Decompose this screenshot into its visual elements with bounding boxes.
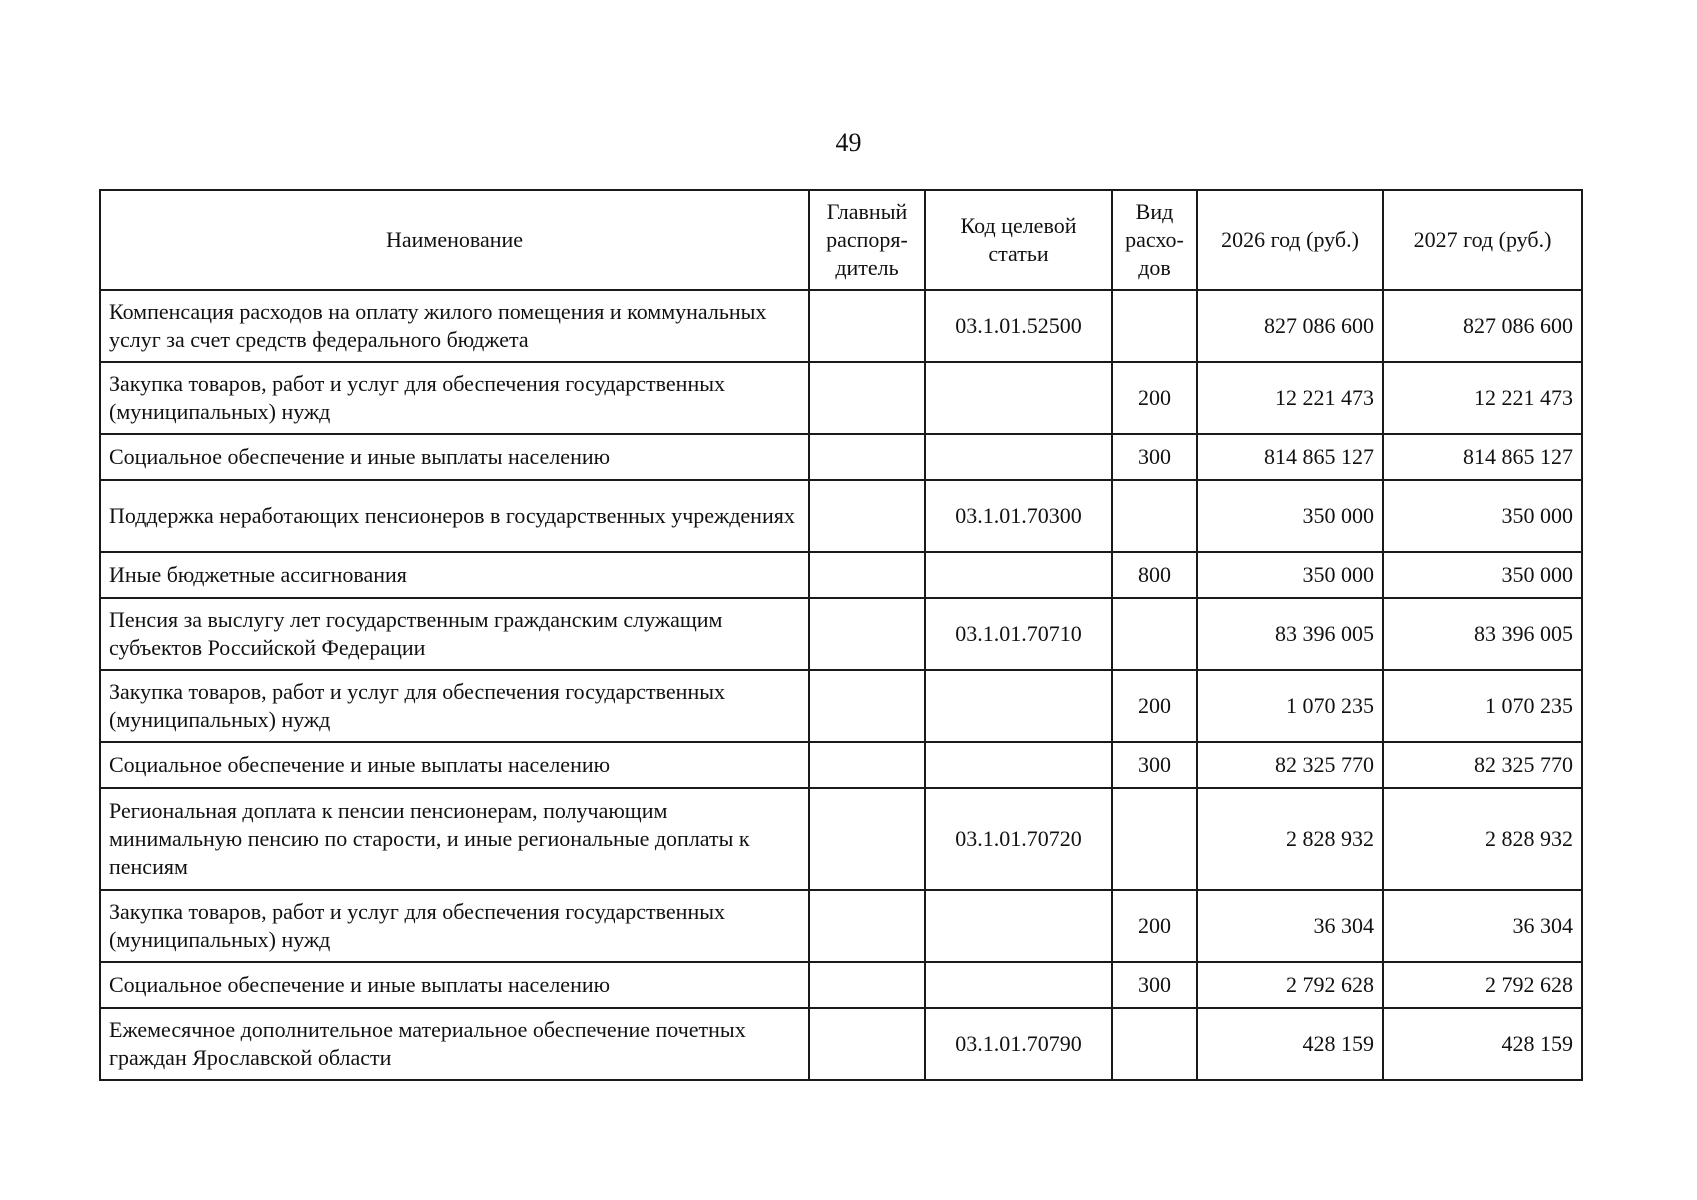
row-manager [809, 552, 925, 598]
row-2026: 827 086 600 [1197, 290, 1383, 362]
row-2027: 428 159 [1383, 1008, 1582, 1080]
table-row [100, 670, 1582, 742]
row-manager [809, 670, 925, 742]
row-code: 03.1.01.70710 [925, 598, 1112, 670]
row-2026: 350 000 [1197, 552, 1383, 598]
row-manager [809, 1008, 925, 1080]
table-row [100, 890, 1582, 962]
row-type: 200 [1112, 890, 1197, 962]
table-row [100, 290, 1582, 362]
row-name: Социальное обеспечение и иные выплаты населению [100, 434, 809, 480]
table-row [100, 552, 1582, 598]
row-type: 800 [1112, 552, 1197, 598]
table-row [100, 434, 1582, 480]
header-name: Наименование [100, 190, 809, 290]
row-2026: 2 828 932 [1197, 788, 1383, 890]
row-code [925, 434, 1112, 480]
row-manager [809, 742, 925, 788]
row-manager [809, 290, 925, 362]
table-header-row [100, 190, 1582, 290]
table-row [100, 962, 1582, 1008]
row-2026: 1 070 235 [1197, 670, 1383, 742]
row-2027: 83 396 005 [1383, 598, 1582, 670]
row-name: Компенсация расходов на оплату жилого помещения и коммунальных услуг за счет средств федерального бюджета [100, 290, 809, 362]
row-2027: 827 086 600 [1383, 290, 1582, 362]
table-row [100, 742, 1582, 788]
budget-table [99, 189, 1583, 1081]
row-2027: 82 325 770 [1383, 742, 1582, 788]
row-code [925, 362, 1112, 434]
row-name: Закупка товаров, работ и услуг для обеспечения государственных (муниципальных) нужд [100, 362, 809, 434]
row-2026: 350 000 [1197, 480, 1383, 552]
row-code [925, 890, 1112, 962]
row-2026: 36 304 [1197, 890, 1383, 962]
row-code [925, 962, 1112, 1008]
row-type [1112, 480, 1197, 552]
row-2026: 12 221 473 [1197, 362, 1383, 434]
row-2026: 428 159 [1197, 1008, 1383, 1080]
row-2026: 83 396 005 [1197, 598, 1383, 670]
row-2027: 1 070 235 [1383, 670, 1582, 742]
row-2027: 350 000 [1383, 552, 1582, 598]
row-type: 200 [1112, 362, 1197, 434]
row-manager [809, 480, 925, 552]
table-row [100, 788, 1582, 890]
row-manager [809, 434, 925, 480]
row-name: Закупка товаров, работ и услуг для обеспечения государственных (муниципальных) нужд [100, 670, 809, 742]
row-name: Закупка товаров, работ и услуг для обеспечения государственных (муниципальных) нужд [100, 890, 809, 962]
row-manager [809, 598, 925, 670]
row-type: 200 [1112, 670, 1197, 742]
table-row [100, 598, 1582, 670]
row-type [1112, 598, 1197, 670]
row-code: 03.1.01.70790 [925, 1008, 1112, 1080]
row-manager [809, 362, 925, 434]
row-name: Ежемесячное дополнительное материальное обеспечение почетных граждан Ярославской области [100, 1008, 809, 1080]
header-manager: Главный распоря-дитель [809, 190, 925, 290]
table-row [100, 362, 1582, 434]
row-2027: 2 828 932 [1383, 788, 1582, 890]
row-name: Поддержка неработающих пенсионеров в государственных учреждениях [100, 480, 809, 552]
row-type [1112, 1008, 1197, 1080]
row-type [1112, 788, 1197, 890]
row-type: 300 [1112, 962, 1197, 1008]
row-code: 03.1.01.70300 [925, 480, 1112, 552]
row-2027: 36 304 [1383, 890, 1582, 962]
row-2027: 814 865 127 [1383, 434, 1582, 480]
row-type: 300 [1112, 742, 1197, 788]
row-name: Социальное обеспечение и иные выплаты населению [100, 742, 809, 788]
row-name: Иные бюджетные ассигнования [100, 552, 809, 598]
row-2027: 2 792 628 [1383, 962, 1582, 1008]
row-2026: 82 325 770 [1197, 742, 1383, 788]
row-manager [809, 788, 925, 890]
row-2027: 350 000 [1383, 480, 1582, 552]
row-code: 03.1.01.52500 [925, 290, 1112, 362]
row-code: 03.1.01.70720 [925, 788, 1112, 890]
row-2027: 12 221 473 [1383, 362, 1582, 434]
table-row [100, 480, 1582, 552]
row-code [925, 670, 1112, 742]
row-2026: 814 865 127 [1197, 434, 1383, 480]
row-name: Региональная доплата к пенсии пенсионерам, получающим минимальную пенсию по старости, и иные региональные доплаты к пенсиям [100, 788, 809, 890]
row-2026: 2 792 628 [1197, 962, 1383, 1008]
row-code [925, 552, 1112, 598]
row-manager [809, 962, 925, 1008]
row-name: Социальное обеспечение и иные выплаты населению [100, 962, 809, 1008]
page-number: 49 [835, 128, 862, 157]
table-row [100, 1008, 1582, 1080]
header-type: Вид расхо-дов [1112, 190, 1197, 290]
row-name: Пенсия за выслугу лет государственным гражданским служащим субъектов Российской Федерации [100, 598, 809, 670]
row-type [1112, 290, 1197, 362]
row-manager [809, 890, 925, 962]
row-type: 300 [1112, 434, 1197, 480]
header-2027: 2027 год (руб.) [1383, 190, 1582, 290]
header-code: Код целевой статьи [925, 190, 1112, 290]
row-code [925, 742, 1112, 788]
header-2026: 2026 год (руб.) [1197, 190, 1383, 290]
